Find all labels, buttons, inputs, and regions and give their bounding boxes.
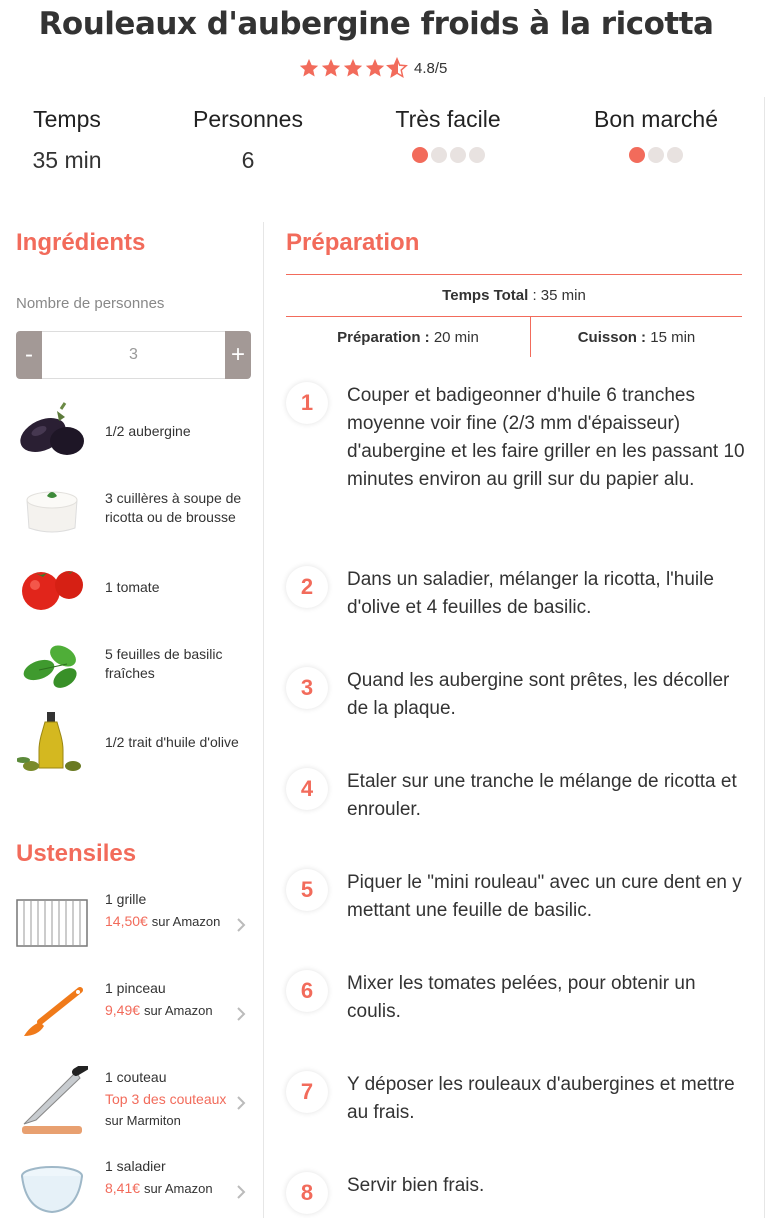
olive-oil-icon	[16, 710, 88, 774]
ustensile-price[interactable]: 9,49€	[105, 1002, 141, 1018]
preparation-title: Préparation	[286, 229, 420, 256]
meta-time-label: Temps	[33, 106, 101, 132]
ingredient-label: 5 feuilles de basilic fraîches	[105, 646, 223, 681]
step-number: 1	[286, 382, 328, 424]
step-text: Dans un saladier, mélanger la ricotta, l'huile d'olive et 4 feuilles de basilic.	[347, 569, 714, 618]
total-time-value: : 35 min	[528, 287, 586, 304]
total-time	[286, 287, 742, 304]
ingredient-item	[16, 707, 256, 777]
increase-people-button[interactable]: +	[225, 331, 251, 379]
divider	[286, 316, 742, 317]
star-icon	[364, 57, 386, 79]
meta-people-label: Personnes	[193, 106, 303, 132]
ustensile-name: 1 couteau	[105, 1069, 167, 1085]
grill-icon	[16, 888, 88, 958]
tomato-icon	[16, 555, 88, 619]
chevron-right-icon[interactable]	[234, 918, 248, 932]
step-text: Quand les aubergine sont prêtes, les décoller de la plaque.	[347, 670, 730, 719]
right-border	[764, 97, 765, 1218]
knife-icon	[16, 1066, 88, 1136]
ustensile-price[interactable]: 8,41€	[105, 1180, 141, 1196]
bowl-icon	[16, 1155, 88, 1218]
chevron-right-icon[interactable]	[234, 1096, 248, 1110]
ustensile-name: 1 grille	[105, 891, 147, 907]
rating[interactable]	[298, 55, 447, 81]
total-time-label: Temps Total	[442, 287, 529, 304]
chevron-right-icon[interactable]	[234, 1007, 248, 1021]
step-number: 8	[286, 1172, 328, 1214]
divider	[286, 274, 742, 275]
meta-time	[18, 106, 116, 174]
cook-time	[531, 329, 742, 346]
people-label: Nombre de personnes	[16, 295, 165, 312]
star-icon	[342, 57, 364, 79]
step-number: 7	[286, 1071, 328, 1113]
ustensile-price[interactable]: 14,50€	[105, 913, 148, 929]
meta-difficulty-label: Très facile	[395, 106, 501, 132]
ustensile-offer[interactable]	[105, 1177, 213, 1200]
difficulty-dots	[388, 147, 508, 163]
step-text: Y déposer les rouleaux d'aubergines et mettre au frais.	[347, 1074, 735, 1123]
rating-value: 4.8/5	[414, 59, 448, 77]
ustensile-name: 1 saladier	[105, 1158, 166, 1174]
meta-people-value: 6	[241, 147, 255, 173]
level-dot	[450, 147, 466, 163]
ricotta-icon	[16, 476, 88, 540]
ingredients-title: Ingrédients	[16, 229, 146, 256]
step-number: 5	[286, 869, 328, 911]
level-dot	[648, 147, 664, 163]
ingredient-item	[16, 552, 256, 622]
recipe-title: Rouleaux d'aubergine froids à la ricotta	[38, 6, 714, 42]
ustensile-source: sur Amazon	[143, 1003, 213, 1018]
meta-difficulty	[388, 106, 508, 163]
ustensile-link[interactable]: Top 3 des couteaux	[105, 1091, 227, 1107]
step-text: Etaler sur une tranche le mélange de ricotta et enrouler.	[347, 771, 737, 820]
people-stepper	[16, 331, 251, 379]
cook-time-value: 15 min	[646, 329, 696, 346]
level-dot	[431, 147, 447, 163]
meta-time-value: 35 min	[32, 147, 102, 173]
ustensile-text	[105, 977, 213, 1022]
prep-time	[286, 329, 530, 346]
basil-icon	[16, 632, 88, 696]
step-number: 6	[286, 970, 328, 1012]
people-count-input[interactable]: 3	[42, 331, 225, 379]
ustensile-offer[interactable]	[105, 910, 220, 933]
ustensile-source: sur Marmiton	[105, 1113, 181, 1128]
cost-dots	[586, 147, 726, 163]
ustensile-source: sur Amazon	[151, 914, 221, 929]
level-dot	[469, 147, 485, 163]
ingredient-label: 3 cuillères à soupe de ricotta ou de brousse	[105, 490, 242, 525]
ustensile-text	[105, 1155, 213, 1200]
step-number: 4	[286, 768, 328, 810]
step-text: Couper et badigeonner d'huile 6 tranches moyenne voir fine (2/3 mm d'épaisseur) d'aubergine et les faire griller en les passant 10 minutes environ au grill sur du papier alu.	[347, 385, 745, 490]
decrease-people-button[interactable]: -	[16, 331, 42, 379]
ingredient-label: 1 tomate	[105, 578, 160, 595]
step-number: 3	[286, 667, 328, 709]
ustensiles-title: Ustensiles	[16, 840, 137, 867]
star-icon	[320, 57, 342, 79]
ustensile-text	[105, 888, 220, 933]
brush-icon	[16, 977, 88, 1047]
cook-time-label: Cuisson :	[577, 329, 647, 346]
ustensile-item[interactable]	[16, 888, 256, 958]
ustensile-name: 1 pinceau	[105, 980, 166, 996]
prep-time-value: 20 min	[429, 329, 479, 346]
step-text: Piquer le "mini rouleau" avec un cure dent en y mettant une feuille de basilic.	[347, 872, 742, 921]
ustensile-text	[105, 1066, 226, 1132]
meta-people	[188, 106, 308, 174]
step-text: Servir bien frais.	[347, 1175, 485, 1196]
prep-time-label: Préparation :	[337, 329, 430, 346]
ingredient-label: 1/2 aubergine	[105, 422, 191, 439]
ingredient-item	[16, 396, 256, 466]
level-dot	[629, 147, 645, 163]
column-divider	[263, 222, 264, 1218]
star-icon	[298, 57, 320, 79]
eggplant-icon	[16, 399, 88, 463]
ustensile-offer[interactable]	[105, 999, 213, 1022]
meta-cost	[586, 106, 726, 163]
step-number: 2	[286, 566, 328, 608]
ingredient-item	[16, 473, 256, 543]
chevron-right-icon[interactable]	[234, 1185, 248, 1199]
ingredient-item	[16, 629, 256, 699]
level-dot	[412, 147, 428, 163]
ingredient-label: 1/2 trait d'huile d'olive	[105, 733, 239, 750]
level-dot	[667, 147, 683, 163]
ustensile-source: sur Amazon	[143, 1181, 213, 1196]
step-text: Mixer les tomates pelées, pour obtenir un coulis.	[347, 973, 696, 1022]
star-half-icon	[386, 57, 408, 79]
ustensile-item[interactable]	[16, 1155, 256, 1218]
ustensile-item[interactable]	[16, 977, 256, 1047]
meta-cost-label: Bon marché	[593, 106, 718, 132]
rating-stars	[298, 57, 408, 79]
ustensile-item[interactable]	[16, 1066, 256, 1136]
